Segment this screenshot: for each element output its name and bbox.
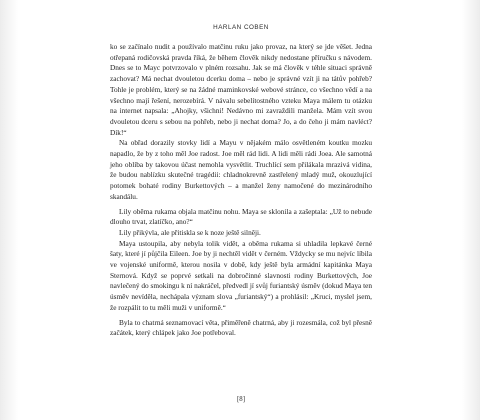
page-number: [8] <box>237 396 245 403</box>
body-text <box>110 42 372 339</box>
paragraph: Byla to chatrná seznamovací věta, přiměřeně chatrná, aby ji rozesmála, což byl přesně začátek, který chlápek jako Joe potřeboval. <box>110 317 372 338</box>
book-page <box>96 8 386 412</box>
page-shadow-left <box>0 0 18 420</box>
paragraph: Na obřad dorazily stovky lidí a Mayu v nějakém málo osvětleném koutku mozku napadlo, že by z toho měl Joe radost. Joe měl rád lidi. A lidi měli rádi Joea. Ale samotná jeho oblíba by takovou účast nemohla vysvětlit. Truchlící sem přilákala mrazivá vidina, že budou nablízku skutečné tragédii: chladnokrevně zastřelený mladý muž, okouzlující potomek bohaté rodiny Burkettových – a manžel ženy namočené do mezinárodního skandálu. <box>110 138 372 201</box>
paragraph: Lily oběma rukama objala matčinu nohu. Maya se sklonila a zašeptala: „Už to nebude dlouho trvat, zlatíčko, ano?“ <box>110 206 372 227</box>
paragraph: Maya ustoupila, aby nebyla tolik vidět, a oběma rukama si uhladila lepkavé černé šaty, které jí půjčila Eileen. Joe by ji nechtěl vidět v černém. Vždycky se mu nejvíc líbila ve vojenské uniformě, kterou nosila v době, kdy ještě byla armádní kapitánka Maya Sternová. Když se poprvé setkali na dobročinné slavnosti rodiny Burkettových, Joe navlečený do smokingu k ní nakráčel, předvedl jí svůj furiantský úsměv (dokud Maya ten úsměv nevíděla, nechápala význam slova „furiantský“) a prohlásil: „Kruci, myslel jsem, že rozpálit to tu měli muži v uniformě.“ <box>110 238 372 312</box>
page-shadow-right <box>462 0 480 420</box>
paragraph: Lily přikývla, ale přitiskla se k noze ještě silněji. <box>119 227 261 237</box>
paragraph: ko se začínalo nudit a používalo matčinu ruku jako provaz, na který se jde věšet. Jedna otřepaná rodičovská pravda říká, že během člověk nikdy nedostane příručku s návodem. Dnes se to Mayc potvrzovalo v plném rozsahu. Jak se má člověk v téhle situaci správně zachovat? Má nechat dvouletou dcerku doma – nebo je správné vzít ji na tátův pohřeb? Tohle je problém, který se na žádné maminkovské webové stránce, co všechno vědí a na všechno mají řešení, nerozebírá. V návalu sebelítostného vzteku Maya málem tu otázku na internet napsala: „Ahojky, všichni! Nedávno mi zavraždili manžela. Mám vzít svou dvouletou dceru s sebou na pohřeb, nebo ji nechat doma? Jo, a do čeho ji mám navléct? Dík!“ <box>110 42 372 137</box>
running-head: HARLAN COBEN <box>213 24 269 31</box>
